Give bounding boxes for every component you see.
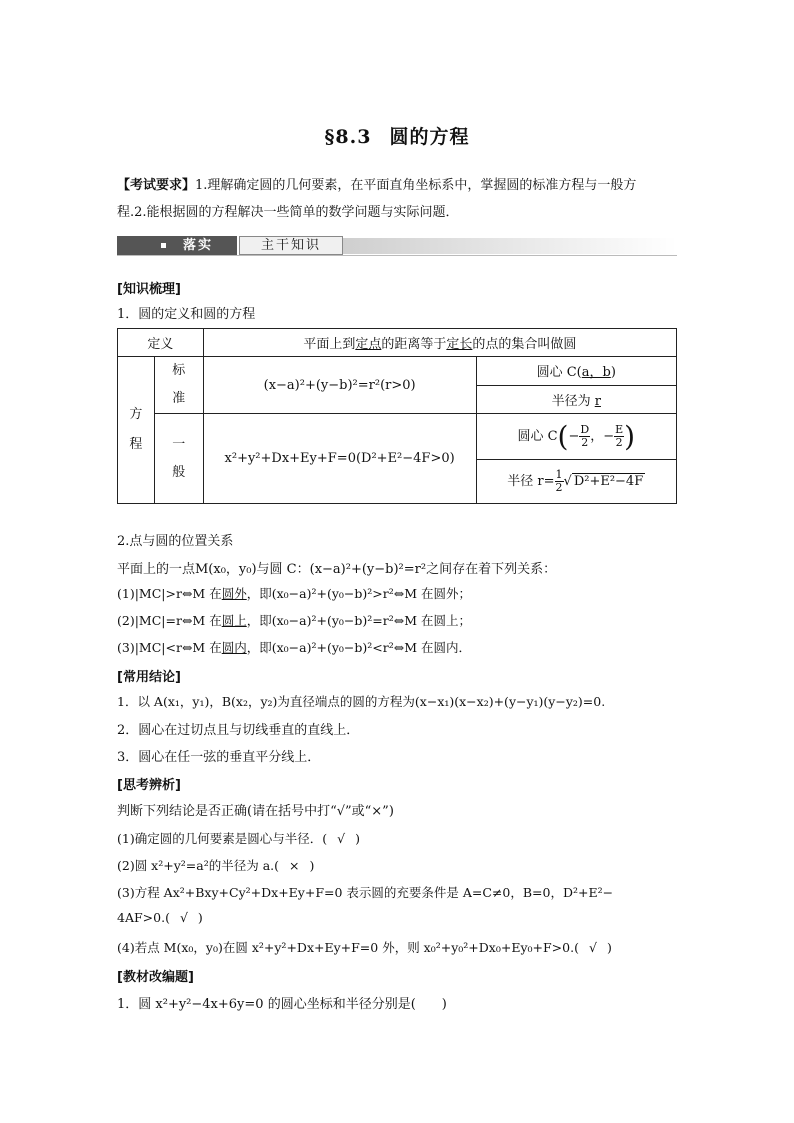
general-equation: x²+y²+Dx+Ey+F=0(D²+E²−4F>0) — [203, 414, 476, 504]
definition-text: 平面上到定点的距离等于定长的点的集合叫做圆 — [203, 329, 676, 357]
relation-3: (3)|MC|<r⇔M 在圆内，即(x₀−a)²+(y₀−b)²<r²⇔M 在圆内． — [117, 640, 471, 655]
think-intro: 判断下列结论是否正确(请在括号中打“√”或“×”) — [117, 804, 394, 819]
common-conclusion-1: 1．以 A(x₁，y₁)，B(x₂，y₂)为直径端点的圆的方程为(x−x₁)(x−x₂)+(y−y₁)(y−y₂)=0. — [117, 694, 606, 709]
banner-divider — [117, 255, 677, 256]
radius-sqrt: D²+E²−4F — [573, 474, 644, 489]
banner-dark — [117, 236, 237, 255]
think-question-3-cont: 4AF>0.( √ ) — [117, 910, 203, 925]
square-bullet-icon — [161, 243, 166, 248]
exam-requirements — [117, 172, 677, 226]
think-question-2: (2)圆 x²+y²=a²的半径为 a.( × ) — [117, 858, 315, 873]
exam-line-2: 程.2.能根据圆的方程解决一些简单的数学问题与实际问题． — [117, 205, 459, 220]
general-radius: 半径 r= $\frac{1}{2}$ √ D²+E²−4F — [476, 460, 676, 504]
standard-label: 标准 — [154, 357, 203, 414]
point-circle-intro: 平面上的一点M(x₀，y₀)与圆 C：(x−a)²+(y−b)²=r²之间存在着下列关系： — [117, 562, 557, 577]
textbook-question-1: 1．圆 x²+y²−4x+6y=0 的圆心坐标和半径分别是( ) — [117, 997, 447, 1012]
think-question-3: (3)方程 Ax²+Bxy+Cy²+Dx+Ey+F=0 表示圆的充要条件是 A=C≠0，B=0，D²+E²− — [117, 885, 614, 900]
section-title: 圆的方程 — [389, 126, 470, 148]
common-heading: [常用结论] — [117, 670, 181, 685]
relation-1: (1)|MC|>r⇔M 在圆外，即(x₀−a)²+(y₀−b)²>r²⇔M 在圆外； — [117, 586, 471, 601]
general-center: 圆心 C(− $\frac{D}{2}$ ，− $\frac{E}{2}$ ) — [476, 414, 676, 460]
textbook-heading: [教材改编题] — [117, 970, 194, 985]
banner-gradient — [343, 238, 677, 254]
definition-label: 定义 — [118, 329, 204, 357]
knowledge-heading: [知识梳理] — [117, 282, 181, 297]
answer-check-3: √ — [179, 910, 188, 925]
banner-light-label: 主干知识 — [239, 236, 343, 255]
page-title — [0, 122, 794, 149]
point-circle-heading: 2.点与圆的位置关系 — [117, 534, 234, 549]
equation-label: 方程 — [118, 357, 155, 504]
think-question-1: (1)确定圆的几何要素是圆心与半径．( √ ) — [117, 831, 360, 846]
answer-cross-2: × — [289, 858, 300, 873]
underlined-fixed-point: 定点 — [355, 337, 382, 352]
standard-radius: 半径为 r — [476, 385, 676, 414]
banner-dark-label: 落实 — [183, 238, 214, 253]
circle-equation-table — [117, 328, 677, 504]
underlined-fixed-length: 定长 — [446, 337, 473, 352]
section-banner — [117, 236, 677, 256]
knowledge-item-1: 1．圆的定义和圆的方程 — [117, 307, 256, 322]
answer-check-4: √ — [588, 940, 597, 955]
answer-check-1: √ — [337, 831, 346, 846]
relation-2: (2)|MC|=r⇔M 在圆上，即(x₀−a)²+(y₀−b)²=r²⇔M 在圆上； — [117, 613, 471, 628]
exam-line-1: 1.理解确定圆的几何要素，在平面直角坐标系中，掌握圆的标准方程与一般方 — [195, 178, 637, 193]
think-question-4: (4)若点 M(x₀，y₀)在圆 x²+y²+Dx+Ey+F=0 外，则 x₀²+y₀²+Dx₀+Ey₀+F>0.( √ ) — [117, 940, 612, 955]
general-label: 一般 — [154, 414, 203, 504]
common-conclusion-2: 2．圆心在过切点且与切线垂直的直线上． — [117, 723, 360, 738]
standard-equation: (x−a)²+(y−b)²=r²(r>0) — [203, 357, 476, 414]
section-number: §8.3 — [324, 126, 372, 148]
exam-tag: 【考试要求】 — [117, 178, 196, 193]
think-heading: [思考辨析] — [117, 778, 181, 793]
common-conclusion-3: 3．圆心在任一弦的垂直平分线上． — [117, 750, 321, 765]
standard-center: 圆心 C(a，b) — [476, 357, 676, 386]
